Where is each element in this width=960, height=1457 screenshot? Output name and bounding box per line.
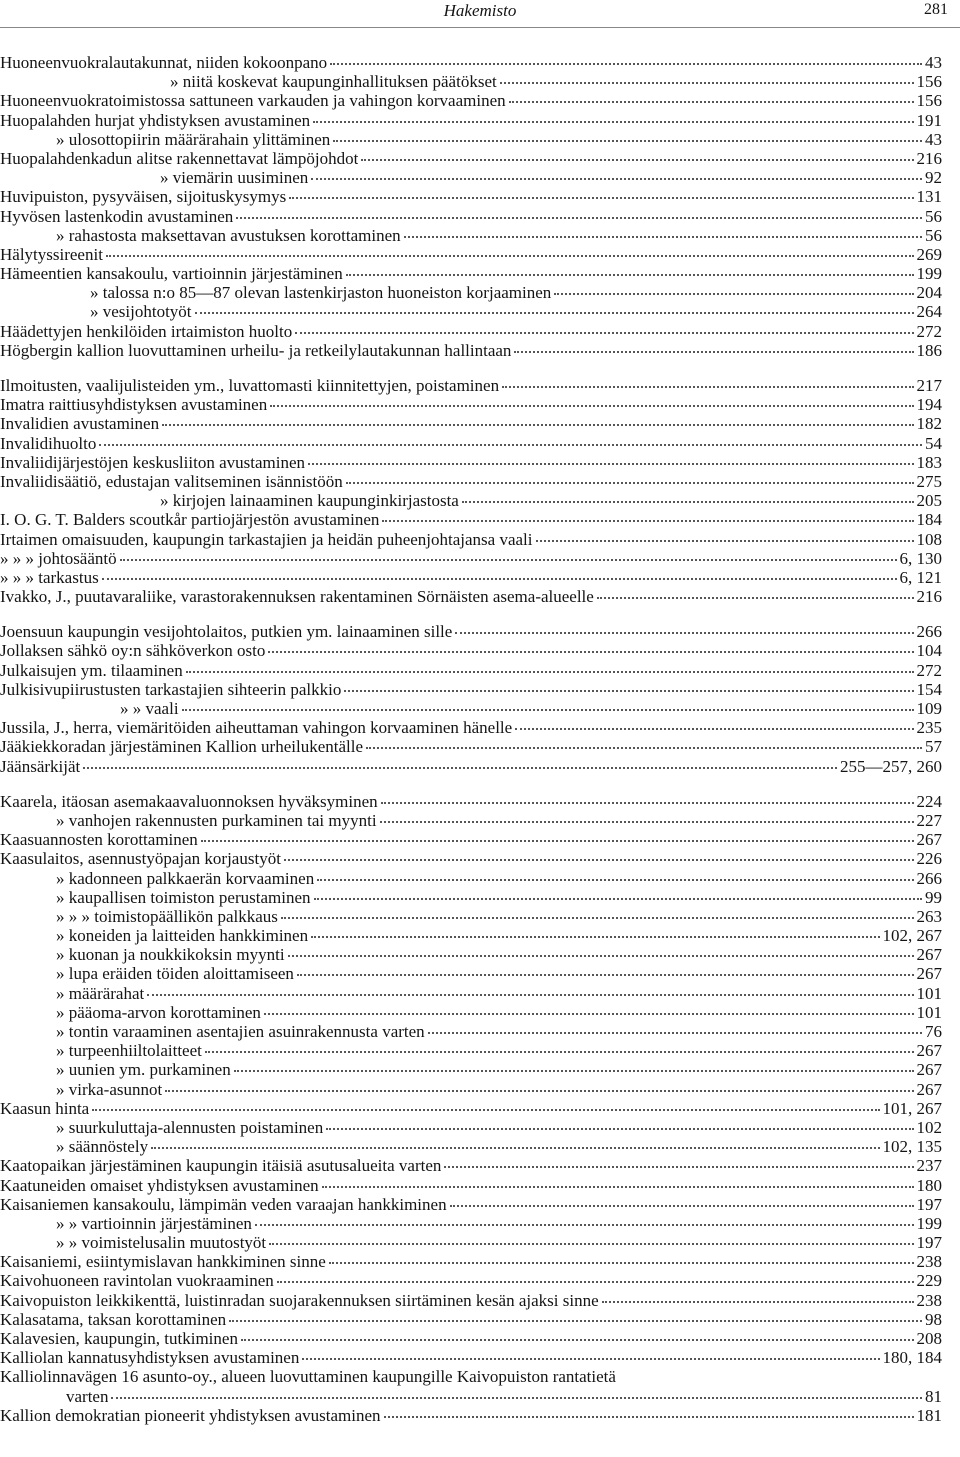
index-entry — [0, 757, 942, 776]
index-entry — [0, 491, 942, 510]
entry-pages: 43 — [925, 129, 942, 149]
entry-pages: 269 — [916, 244, 942, 264]
dot-leader — [602, 1301, 914, 1303]
entry-pages: 56 — [925, 225, 942, 245]
dot-leader — [333, 140, 922, 142]
entry-pages: 191 — [916, 110, 942, 130]
index-entry — [0, 718, 942, 737]
dot-leader — [509, 101, 914, 103]
entry-pages: 182 — [916, 414, 942, 434]
index-entry — [0, 1003, 942, 1022]
entry-pages: 275 — [916, 471, 942, 491]
dot-leader — [255, 1224, 914, 1226]
dot-leader — [195, 312, 914, 314]
index-entry — [0, 472, 942, 491]
index-entry — [0, 53, 942, 72]
dot-leader — [229, 1320, 922, 1322]
index-entry — [0, 1406, 942, 1425]
dot-leader — [147, 994, 913, 996]
entry-text: » lupa eräiden töiden aloittamiseen — [56, 964, 294, 984]
entry-pages: 238 — [916, 1252, 942, 1272]
entry-text: » pääoma-arvon korottaminen — [56, 1002, 261, 1022]
index-entry — [0, 888, 942, 907]
entry-pages: 101 — [916, 1002, 942, 1022]
entry-pages: 183 — [916, 452, 942, 472]
dot-leader — [428, 1032, 922, 1034]
dot-leader — [83, 767, 837, 769]
entry-text: Jäänsärkijät — [0, 756, 81, 776]
entry-text: Kaisaniemen kansakoulu, lämpimän veden varaajan hankkiminen — [0, 1194, 447, 1214]
dot-leader — [366, 747, 922, 749]
dot-leader — [241, 1339, 914, 1341]
index-entry — [0, 1387, 942, 1406]
dot-leader — [462, 501, 914, 503]
entry-text: » vesijohtotyöt — [90, 302, 192, 322]
entry-pages: 227 — [916, 810, 942, 830]
dot-leader — [264, 1013, 914, 1015]
entry-text: Huvipuiston, pysyväisen, sijoituskysymys — [0, 187, 287, 207]
dot-leader — [344, 690, 913, 692]
index-entry — [0, 395, 942, 414]
index-entry — [0, 869, 942, 888]
dot-leader — [165, 1090, 913, 1092]
dot-leader — [288, 955, 914, 957]
index-entry — [0, 1041, 942, 1060]
index-entry — [0, 1348, 942, 1367]
entry-text: Kaivopuiston leikkikenttä, luistinradan suojarakennuksen siirtäminen kesän ajaksi sinne — [0, 1290, 599, 1310]
dot-leader — [515, 728, 913, 730]
page-header — [0, 0, 960, 34]
dot-leader — [500, 82, 914, 84]
entry-pages: 101, 267 — [882, 1098, 942, 1118]
entry-pages: 267 — [916, 830, 942, 850]
index-entry — [0, 149, 942, 168]
index-entry — [0, 168, 942, 187]
dot-leader — [502, 386, 913, 388]
entry-pages: 267 — [916, 1060, 942, 1080]
dot-leader — [382, 520, 913, 522]
entry-pages: 199 — [916, 1213, 942, 1233]
entry-pages: 272 — [916, 321, 942, 341]
entry-text: Högbergin kallion luovuttaminen urheilu- ja retkeilylautakunnan hallintaan — [0, 340, 512, 360]
entry-text: Jääkiekkoradan järjestäminen Kallion urheilukentälle — [0, 737, 364, 757]
dot-leader — [404, 236, 922, 238]
entry-pages: 98 — [925, 1309, 942, 1329]
index-entry — [0, 1195, 942, 1214]
index-entry — [0, 1329, 942, 1348]
index-entry — [0, 907, 942, 926]
entry-text: » viemärin uusiminen — [160, 168, 309, 188]
entry-pages: 184 — [916, 510, 942, 530]
index-entry — [0, 130, 942, 149]
entry-pages: 54 — [925, 433, 942, 453]
entry-pages: 92 — [925, 168, 942, 188]
entry-text: Jollaksen sähkö oy:n sähköverkon osto — [0, 641, 266, 661]
entry-text: Imatra raittiusyhdistyksen avustaminen — [0, 395, 268, 415]
dot-leader — [92, 1109, 879, 1111]
index-entry — [0, 264, 942, 283]
dot-leader — [295, 332, 913, 334]
entry-pages: 267 — [916, 964, 942, 984]
entry-pages: 238 — [916, 1290, 942, 1310]
dot-leader — [330, 63, 922, 65]
dot-leader — [384, 1416, 914, 1418]
entry-pages: 204 — [916, 283, 942, 303]
dot-leader — [281, 917, 914, 919]
entry-text: » virka-asunnot — [56, 1079, 163, 1099]
entry-pages: 255—257, 260 — [840, 756, 942, 776]
entry-pages: 267 — [916, 1079, 942, 1099]
index-entry — [0, 661, 942, 680]
entry-pages: 266 — [916, 622, 942, 642]
index-entry — [0, 245, 942, 264]
entry-pages: 224 — [916, 791, 942, 811]
entry-text: Invalidihuolto — [0, 433, 97, 453]
entry-text: » kirjojen lainaaminen kaupunginkirjastosta — [160, 491, 459, 511]
entry-text: » tontin varaaminen asentajien asuinrakennusta varten — [56, 1022, 425, 1041]
dot-leader — [111, 1397, 922, 1399]
entry-text: Hyvösen lastenkodin avustaminen — [0, 206, 234, 226]
entry-text: » niitä koskevat kaupunginhallituksen päätökset — [170, 72, 497, 92]
dot-leader — [151, 1147, 879, 1149]
entry-pages: 229 — [916, 1271, 942, 1291]
dot-leader — [236, 217, 922, 219]
dot-leader — [514, 351, 913, 353]
index-entry — [0, 302, 942, 321]
index-entry — [0, 91, 942, 110]
dot-leader — [597, 597, 914, 599]
entry-text: » » vartioinnin järjestäminen — [56, 1213, 252, 1233]
entry-pages: 272 — [916, 660, 942, 680]
entry-pages: 266 — [916, 868, 942, 888]
index-group — [0, 53, 942, 360]
index-entry — [0, 510, 942, 529]
dot-leader — [450, 1205, 914, 1207]
entry-text: Kaasun hinta — [0, 1098, 90, 1118]
dot-leader — [289, 197, 913, 199]
entry-text: » kaupallisen toimiston perustaminen — [56, 887, 311, 907]
index-group — [0, 792, 942, 1425]
entry-text: » » » toimistopäällikön palkkaus — [56, 906, 278, 926]
dot-leader — [302, 1358, 879, 1360]
entry-text: Häädettyjen henkilöiden irtaimiston huolto — [0, 321, 293, 341]
entry-pages: 156 — [916, 91, 942, 111]
index-entry — [0, 1060, 942, 1079]
index-entry — [0, 1252, 942, 1271]
dot-leader — [329, 1262, 914, 1264]
dot-leader — [120, 559, 897, 561]
index-entry — [0, 1137, 942, 1156]
entry-pages: 81 — [925, 1386, 942, 1406]
entry-text: Kalliolan kannatusyhdistyksen avustaminen — [0, 1348, 300, 1368]
dot-leader — [455, 632, 913, 634]
entry-text: Kaatuneiden omaiset yhdistyksen avustaminen — [0, 1175, 319, 1195]
entry-pages: 6, 130 — [899, 548, 942, 568]
entry-text: » » » johtosääntö — [0, 548, 117, 568]
entry-pages: 99 — [925, 887, 942, 907]
index-entry — [0, 926, 942, 945]
index-entry — [0, 111, 942, 130]
index-entry — [0, 434, 942, 453]
dot-leader — [554, 293, 913, 295]
entry-pages: 235 — [916, 718, 942, 738]
entry-pages: 102 — [916, 1117, 942, 1137]
entry-text: Kalliolinnavägen 16 asunto-oy., alueen luovuttaminen kaupungille Kaivopuiston rantatietä — [0, 1367, 616, 1387]
entry-text: Julkisivupiirustusten tarkastajien sihteerin palkkio — [0, 679, 342, 699]
entry-text: Joensuun kaupungin vesijohtolaitos, putkien ym. lainaaminen sille — [0, 622, 453, 642]
entry-text: » » voimistelusalin muutostyöt — [56, 1233, 267, 1253]
entry-pages: 154 — [916, 679, 942, 699]
entry-text: Huopalahdenkadun alitse rakennettavat lämpöjohdot — [0, 148, 359, 168]
entry-pages: 6, 121 — [899, 567, 942, 587]
entry-pages: 208 — [916, 1329, 942, 1348]
index-entry — [0, 226, 942, 245]
dot-leader — [186, 671, 914, 673]
entry-text: » rahastosta maksettavan avustuksen korottaminen — [56, 225, 401, 245]
dot-leader — [308, 463, 914, 465]
entry-text: Huoneenvuokralautakunnat, niiden kokoonpano — [0, 53, 328, 72]
index-entry — [0, 1271, 942, 1290]
index-entry — [0, 622, 942, 641]
dot-leader — [277, 1281, 914, 1283]
index-list — [0, 53, 942, 1441]
entry-text: » koneiden ja laitteiden hankkiminen — [56, 926, 309, 946]
entry-pages: 57 — [925, 737, 942, 757]
entry-text: Ilmoitusten, vaalijulisteiden ym., luvattomasti kiinnitettyjen, poistaminen — [0, 376, 500, 395]
entry-pages: 109 — [916, 699, 942, 718]
entry-pages: 226 — [916, 849, 942, 869]
index-entry — [0, 283, 942, 302]
entry-pages: 76 — [925, 1022, 942, 1041]
index-group — [0, 622, 942, 776]
index-entry — [0, 1118, 942, 1137]
entry-text: Hämeentien kansakoulu, vartioinnin järjestäminen — [0, 264, 343, 284]
dot-leader — [297, 974, 914, 976]
index-entry — [0, 1099, 942, 1118]
entry-text: Invaliidijärjestöjen keskusliiton avustaminen — [0, 452, 305, 472]
index-entry — [0, 187, 942, 206]
dot-leader — [270, 405, 913, 407]
entry-text: Kaarela, itäosan asemakaavaluonnoksen hyväksyminen — [0, 791, 378, 811]
entry-pages: 180 — [916, 1175, 942, 1195]
entry-pages: 108 — [916, 529, 942, 549]
index-entry — [0, 72, 942, 91]
index-entry — [0, 641, 942, 660]
entry-text: Kaatopaikan järjestäminen kaupungin itäisiä asutusalueita varten — [0, 1156, 442, 1176]
dot-leader — [205, 1051, 914, 1053]
index-entry — [0, 1176, 942, 1195]
dot-leader — [346, 482, 914, 484]
index-entry — [0, 568, 942, 587]
dot-leader — [284, 859, 914, 861]
dot-leader — [311, 178, 922, 180]
entry-text: varten — [66, 1386, 109, 1406]
dot-leader — [268, 651, 913, 653]
index-entry — [0, 549, 942, 568]
entry-pages: 267 — [916, 945, 942, 965]
index-entry — [0, 1291, 942, 1310]
entry-text: Kalavesien, kaupungin, tutkiminen — [0, 1329, 238, 1348]
entry-pages: 101 — [916, 983, 942, 1003]
dot-leader — [234, 1070, 914, 1072]
index-entry — [0, 1367, 942, 1386]
dot-leader — [313, 121, 913, 123]
entry-pages: 102, 135 — [882, 1137, 942, 1157]
entry-text: » vanhojen rakennusten purkaminen tai myynti — [56, 810, 377, 830]
entry-pages: 216 — [916, 148, 942, 168]
entry-text: » » vaali — [120, 699, 179, 718]
entry-pages: 197 — [916, 1194, 942, 1214]
entry-text: » suurkuluttaja-alennusten poistaminen — [56, 1117, 324, 1137]
entry-pages: 237 — [916, 1156, 942, 1176]
dot-leader — [380, 821, 914, 823]
dot-leader — [317, 879, 913, 881]
entry-text: » kuonan ja noukkikoksin myynti — [56, 945, 285, 965]
index-entry — [0, 964, 942, 983]
index-entry — [0, 530, 942, 549]
entry-text: » » » tarkastus — [0, 567, 99, 587]
dot-leader — [269, 1243, 913, 1245]
entry-pages: 199 — [916, 264, 942, 284]
index-entry — [0, 1156, 942, 1175]
index-entry — [0, 1080, 942, 1099]
entry-text: Invalidien avustaminen — [0, 414, 160, 434]
dot-leader — [182, 709, 914, 711]
dot-leader — [201, 840, 914, 842]
entry-text: » ulosottopiirin määrärahain ylittäminen — [56, 129, 331, 149]
index-entry — [0, 1022, 942, 1041]
dot-leader — [346, 274, 914, 276]
index-entry — [0, 849, 942, 868]
entry-pages: 104 — [916, 641, 942, 661]
entry-text: Kaivohuoneen ravintolan vuokraaminen — [0, 1271, 274, 1291]
entry-pages: 56 — [925, 206, 942, 226]
index-entry — [0, 737, 942, 756]
dot-leader — [162, 424, 913, 426]
index-entry — [0, 322, 942, 341]
dot-leader — [311, 936, 879, 938]
entry-text: » turpeenhiiltolaitteet — [56, 1041, 202, 1061]
entry-text: Ivakko, J., puutavaraliike, varastorakennuksen rakentaminen Sörnäisten asema-alueelle — [0, 587, 594, 607]
index-entry — [0, 680, 942, 699]
entry-pages: 181 — [916, 1405, 942, 1425]
index-entry — [0, 984, 942, 1003]
entry-pages: 131 — [916, 187, 942, 207]
entry-text: » talossa n:o 85—87 olevan lastenkirjaston huoneiston korjaaminen — [90, 283, 552, 303]
page-number: 281 — [924, 1, 948, 18]
entry-text: Hälytyssireenit — [0, 244, 103, 264]
dot-leader — [381, 802, 914, 804]
entry-pages: 186 — [916, 340, 942, 360]
dot-leader — [536, 540, 914, 542]
dot-leader — [314, 898, 923, 900]
index-entry — [0, 699, 942, 718]
entry-pages: 156 — [916, 72, 942, 92]
dot-leader — [102, 578, 897, 580]
running-title: Hakemisto — [443, 1, 517, 20]
index-entry — [0, 376, 942, 395]
entry-text: Julkaisujen ym. tilaaminen — [0, 660, 183, 680]
entry-pages: 216 — [916, 587, 942, 607]
entry-text: » uunien ym. purkaminen — [56, 1060, 231, 1080]
index-entry — [0, 453, 942, 472]
entry-text: Kallion demokratian pioneerit yhdistyksen avustaminen — [0, 1405, 381, 1425]
dot-leader — [99, 444, 922, 446]
index-entry — [0, 414, 942, 433]
header-rule — [0, 27, 960, 28]
entry-text: Kaisaniemi, esiintymislavan hankkiminen sinne — [0, 1252, 326, 1272]
dot-leader — [361, 159, 913, 161]
index-entry — [0, 945, 942, 964]
entry-pages: 194 — [916, 395, 942, 415]
entry-pages: 267 — [916, 1041, 942, 1061]
dot-leader — [326, 1128, 913, 1130]
index-entry — [0, 1310, 942, 1329]
entry-text: » kadonneen palkkaerän korvaaminen — [56, 868, 315, 888]
index-entry — [0, 587, 942, 606]
entry-text: Kaasuannosten korottaminen — [0, 830, 198, 850]
entry-text: Kalasatama, taksan korottaminen — [0, 1309, 227, 1329]
entry-text: Invaliidisäätiö, edustajan valitseminen isännistöön — [0, 471, 343, 491]
index-entry — [0, 1214, 942, 1233]
index-entry — [0, 811, 942, 830]
dot-leader — [322, 1186, 914, 1188]
index-entry — [0, 1233, 942, 1252]
index-entry — [0, 830, 942, 849]
entry-pages: 217 — [916, 376, 942, 395]
entry-text: » määrärahat — [56, 983, 145, 1003]
dot-leader — [106, 255, 914, 257]
entry-pages: 43 — [925, 53, 942, 72]
entry-text: Huoneenvuokratoimistossa sattuneen varkauden ja vahingon korvaaminen — [0, 91, 506, 111]
index-entry — [0, 792, 942, 811]
entry-pages: 264 — [916, 302, 942, 322]
index-entry — [0, 341, 942, 360]
entry-pages: 263 — [916, 906, 942, 926]
index-group — [0, 376, 942, 606]
entry-pages: 102, 267 — [882, 926, 942, 946]
entry-pages: 180, 184 — [882, 1348, 942, 1368]
dot-leader — [444, 1166, 913, 1168]
entry-text: Huopalahden hurjat yhdistyksen avustaminen — [0, 110, 311, 130]
index-entry — [0, 207, 942, 226]
entry-text: Jussila, J., herra, viemäritöiden aiheuttaman vahingon korvaaminen hänelle — [0, 718, 513, 738]
entry-text: » säännöstely — [56, 1137, 149, 1157]
entry-pages: 205 — [916, 491, 942, 511]
entry-text: Irtaimen omaisuuden, kaupungin tarkastajien ja heidän puheenjohtajansa vaali — [0, 529, 533, 549]
entry-text: I. O. G. T. Balders scoutkår partiojärjestön avustaminen — [0, 510, 380, 530]
entry-text: Kaasulaitos, asennustyöpajan korjaustyöt — [0, 849, 281, 869]
entry-pages: 197 — [916, 1233, 942, 1253]
